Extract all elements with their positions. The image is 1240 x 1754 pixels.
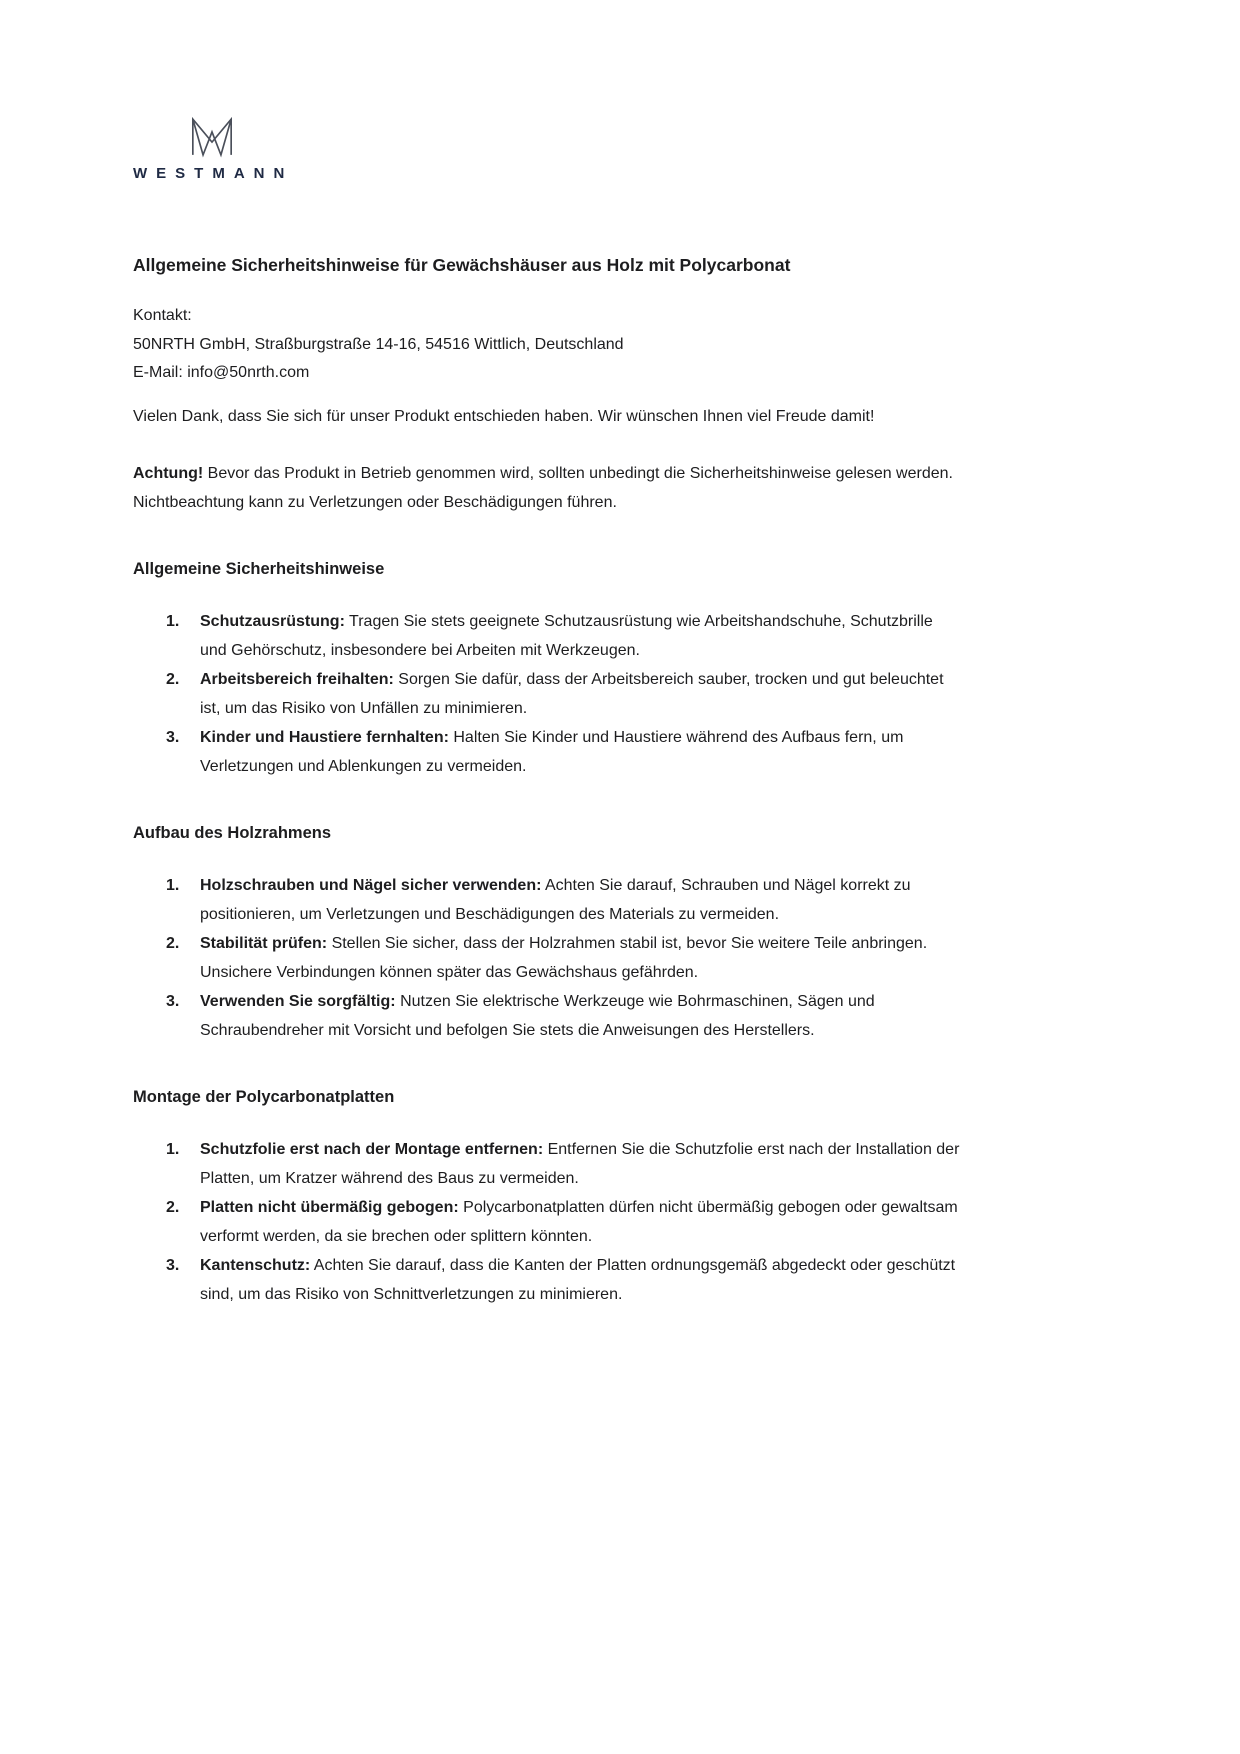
warning-paragraph	[133, 459, 962, 517]
section-wood-frame-assembly	[133, 821, 962, 1045]
list-item	[133, 929, 962, 987]
intro-paragraph: Vielen Dank, dass Sie sich für unser Produkt entschieden haben. Wir wünschen Ihnen viel Freude damit!	[133, 407, 875, 425]
page-title: Allgemeine Sicherheitshinweise für Gewächshäuser aus Holz mit Polycarbonat	[133, 255, 791, 275]
list-item	[133, 1251, 962, 1309]
section-heading: Aufbau des Holzrahmens	[133, 823, 332, 842]
westmann-monogram-icon	[189, 112, 235, 162]
list-item-lead: Stabilität prüfen:	[200, 934, 328, 952]
list-item-lead: Verwenden Sie sorgfältig:	[200, 992, 396, 1010]
section-heading: Allgemeine Sicherheitshinweise	[133, 559, 385, 578]
list-item-number: 2.	[166, 1198, 180, 1216]
list-item	[133, 871, 962, 929]
list-item-number: 3.	[166, 992, 180, 1010]
list-item-number: 1.	[166, 1140, 180, 1158]
list-item-number: 3.	[166, 1256, 180, 1274]
list-item-lead: Arbeitsbereich freihalten:	[200, 670, 394, 688]
list-item-lead: Kantenschutz:	[200, 1256, 311, 1274]
list-item	[133, 1193, 962, 1251]
list-item-text: Stellen Sie sicher, dass der Holzrahmen stabil ist, bevor Sie weitere Teile anbringen. Unsichere Verbindungen können später das Gewächshaus gefährden.	[200, 934, 928, 981]
brand-logo	[133, 112, 962, 182]
list-item	[133, 987, 962, 1045]
list-item-text: Achten Sie darauf, dass die Kanten der Platten ordnungsgemäß abgedeckt oder geschützt sind, um das Risiko von Schnittverletzungen zu minimieren.	[200, 1256, 956, 1303]
list-item	[133, 723, 962, 781]
list-item	[133, 665, 962, 723]
list-item-text: Sorgen Sie dafür, dass der Arbeitsbereich sauber, trocken und gut beleuchtet ist, um das Risiko von Unfällen zu minimieren.	[200, 670, 944, 717]
list-item-lead: Platten nicht übermäßig gebogen:	[200, 1198, 459, 1216]
list-item-number: 1.	[166, 612, 180, 630]
list-item-lead: Holzschrauben und Nägel sicher verwenden:	[200, 876, 542, 894]
contact-address: 50NRTH GmbH, Straßburgstraße 14-16, 54516 Wittlich, Deutschland	[133, 335, 624, 353]
list-item-text: Entfernen Sie die Schutzfolie erst nach der Installation der Platten, um Kratzer während des Baus zu vermeiden.	[200, 1140, 960, 1187]
list-item	[133, 607, 962, 665]
list-item-text: Achten Sie darauf, Schrauben und Nägel korrekt zu positionieren, um Verletzungen und Beschädigungen des Materials zu vermeiden.	[200, 876, 911, 923]
list-item-text: Polycarbonatplatten dürfen nicht übermäßig gebogen oder gewaltsam verformt werden, da sie brechen oder splittern könnten.	[200, 1198, 958, 1245]
safety-list	[133, 1135, 962, 1309]
safety-list	[133, 607, 962, 781]
safety-list	[133, 871, 962, 1045]
list-item-lead: Schutzausrüstung:	[200, 612, 345, 630]
list-item-lead: Kinder und Haustiere fernhalten:	[200, 728, 449, 746]
section-heading: Montage der Polycarbonatplatten	[133, 1087, 395, 1106]
list-item-number: 1.	[166, 876, 180, 894]
list-item-number: 3.	[166, 728, 180, 746]
warning-text: Bevor das Produkt in Betrieb genommen wird, sollten unbedingt die Sicherheitshinweise gelesen werden. Nichtbeachtung kann zu Verletzungen oder Beschädigungen führen.	[133, 464, 953, 511]
contact-label: Kontakt:	[133, 307, 192, 324]
list-item-number: 2.	[166, 670, 180, 688]
list-item-text: Nutzen Sie elektrische Werkzeuge wie Bohrmaschinen, Sägen und Schraubendreher mit Vorsicht und befolgen Sie stets die Anweisungen des Herstellers.	[200, 992, 875, 1039]
contact-email: E-Mail: info@50nrth.com	[133, 364, 310, 381]
section-general-safety	[133, 557, 962, 781]
section-polycarbonate-panels	[133, 1085, 962, 1309]
warning-lead: Achtung!	[133, 464, 204, 482]
list-item	[133, 1135, 962, 1193]
contact-block	[133, 302, 962, 388]
list-item-lead: Schutzfolie erst nach der Montage entfernen:	[200, 1140, 544, 1158]
brand-wordmark: WESTMANN	[133, 165, 294, 182]
list-item-text: Tragen Sie stets geeignete Schutzausrüstung wie Arbeitshandschuhe, Schutzbrille und Gehörschutz, insbesondere bei Arbeiten mit Werkzeugen.	[200, 612, 933, 659]
list-item-number: 2.	[166, 934, 180, 952]
list-item-text: Halten Sie Kinder und Haustiere während des Aufbaus fern, um Verletzungen und Ablenkungen zu vermeiden.	[200, 728, 904, 775]
